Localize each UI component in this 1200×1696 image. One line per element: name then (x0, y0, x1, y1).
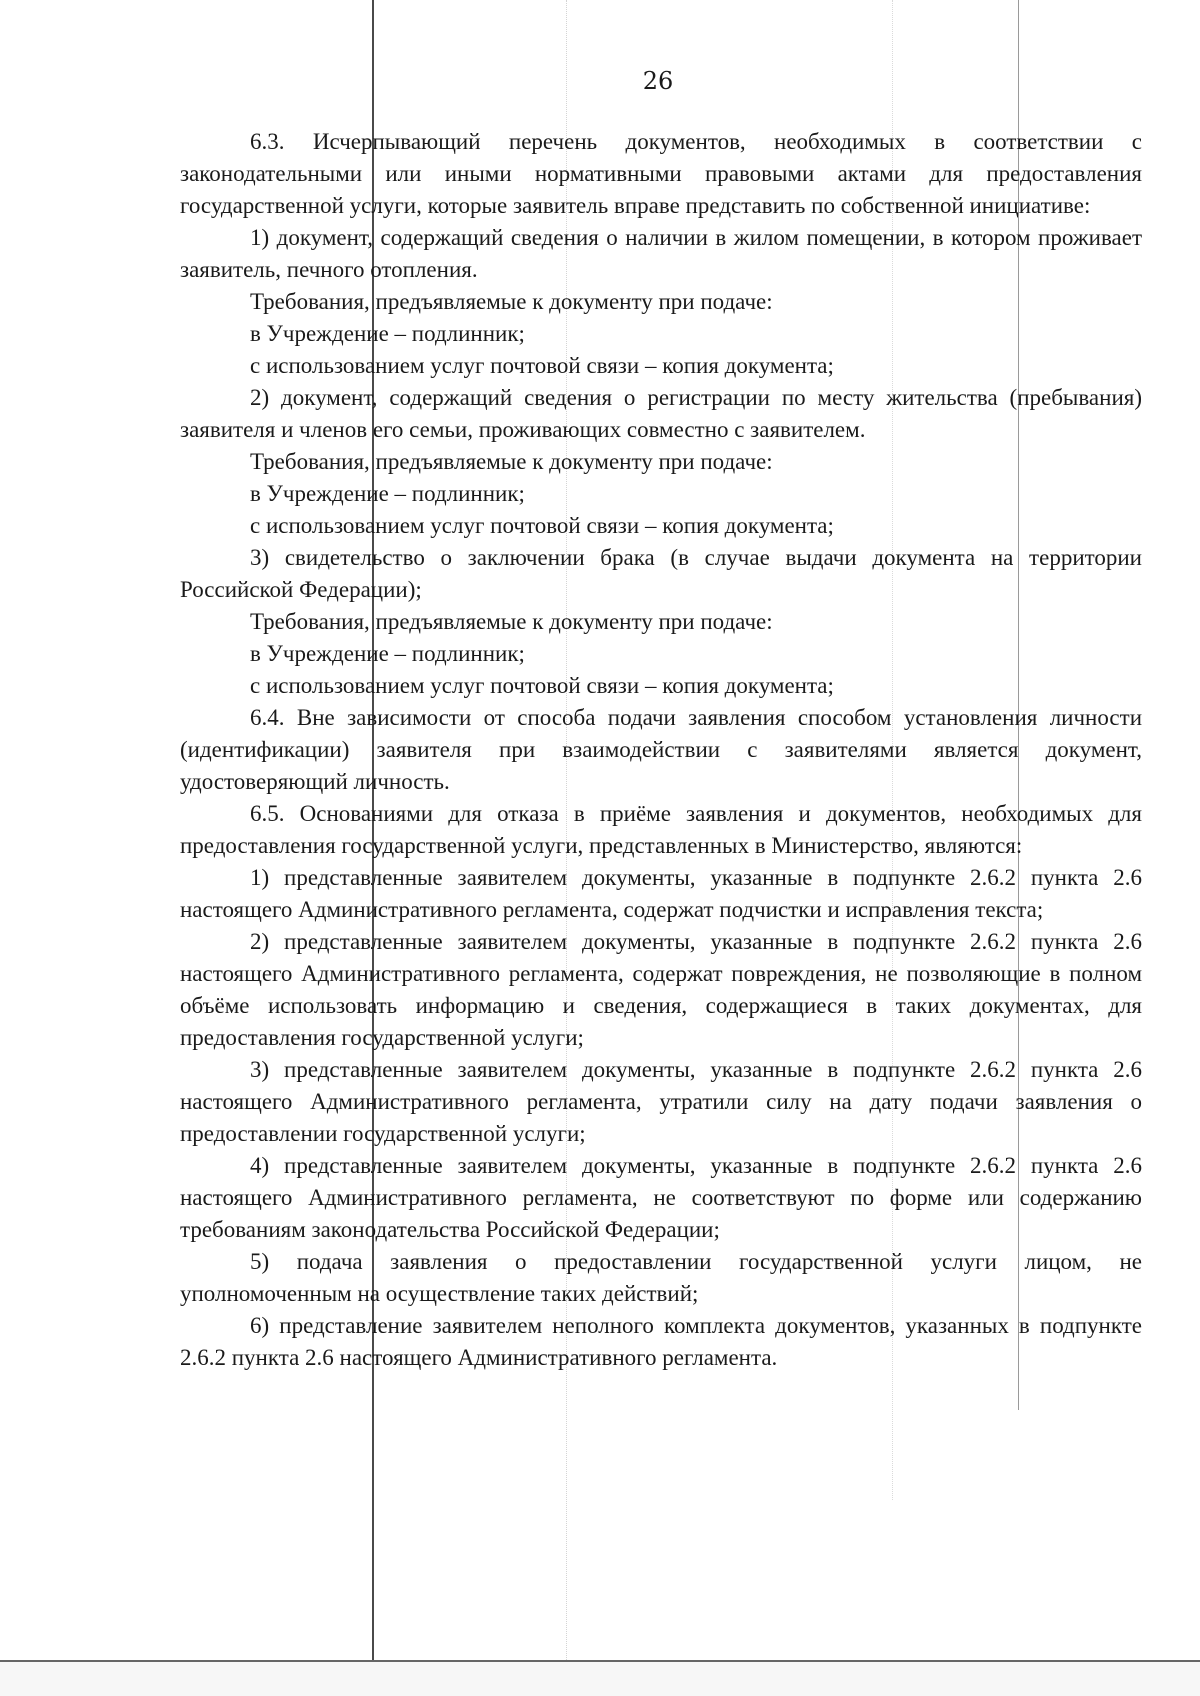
paragraph: 6) представление заявителем неполного комплекта документов, указанных в подпункте 2.6.2 пункта 2.6 настоящего Административного регламента. (180, 1313, 1142, 1370)
paragraph: с использованием услуг почтовой связи – копия документа; (250, 673, 834, 698)
paragraph: 1) документ, содержащий сведения о наличии в жилом помещении, в котором проживает заявитель, печного отопления. (180, 225, 1142, 282)
paragraph: в Учреждение – подлинник; (250, 641, 525, 666)
paragraph: Требования, предъявляемые к документу при подаче: (250, 449, 773, 474)
document-body (180, 126, 1142, 1374)
paragraph: Требования, предъявляемые к документу при подаче: (250, 289, 773, 314)
paragraph: 2) представленные заявителем документы, указанные в подпункте 2.6.2 пункта 2.6 настоящего Административного регламента, содержат повреждения, не позволяющие в полном объёме использовать информацию и сведения, содержащиеся в таких документах, для предоставления государственной услуги; (180, 929, 1142, 1050)
paragraph: Требования, предъявляемые к документу при подаче: (250, 609, 773, 634)
paragraph: 3) свидетельство о заключении брака (в случае выдачи документа на территории Российской Федерации); (180, 545, 1142, 602)
paragraph: 4) представленные заявителем документы, указанные в подпункте 2.6.2 пункта 2.6 настоящего Административного регламента, не соответствуют по форме или содержанию требованиям законодательства Российской Федерации; (180, 1153, 1142, 1242)
paragraph: с использованием услуг почтовой связи – копия документа; (250, 353, 834, 378)
page-number: 26 (642, 67, 674, 95)
paragraph: 3) представленные заявителем документы, указанные в подпункте 2.6.2 пункта 2.6 настоящего Административного регламента, утратили силу на дату подачи заявления о предоставлении государственной услуги; (180, 1057, 1142, 1146)
paragraph: в Учреждение – подлинник; (250, 481, 525, 506)
scan-bottom-edge (0, 1660, 1200, 1696)
paragraph: 6.3. Исчерпывающий перечень документов, необходимых в соответствии с законодательными или иными нормативными правовыми актами для предоставления государственной услуги, которые заявитель вправе представить по собственной инициативе: (180, 129, 1142, 218)
paragraph: 2) документ, содержащий сведения о регистрации по месту жительства (пребывания) заявителя и членов его семьи, проживающих совместно с заявителем. (180, 385, 1142, 442)
paragraph: 1) представленные заявителем документы, указанные в подпункте 2.6.2 пункта 2.6 настоящего Административного регламента, содержат подчистки и исправления текста; (180, 865, 1142, 922)
paragraph: 6.4. Вне зависимости от способа подачи заявления способом установления личности (идентификации) заявителя при взаимодействии с заявителями является документ, удостоверяющий личность. (180, 705, 1142, 794)
paragraph: с использованием услуг почтовой связи – копия документа; (250, 513, 834, 538)
paragraph: в Учреждение – подлинник; (250, 321, 525, 346)
paragraph: 6.5. Основаниями для отказа в приёме заявления и документов, необходимых для предоставления государственной услуги, представленных в Министерство, являются: (180, 801, 1142, 858)
paragraph: 5) подача заявления о предоставлении государственной услуги лицом, не уполномоченным на осуществление таких действий; (180, 1249, 1142, 1306)
